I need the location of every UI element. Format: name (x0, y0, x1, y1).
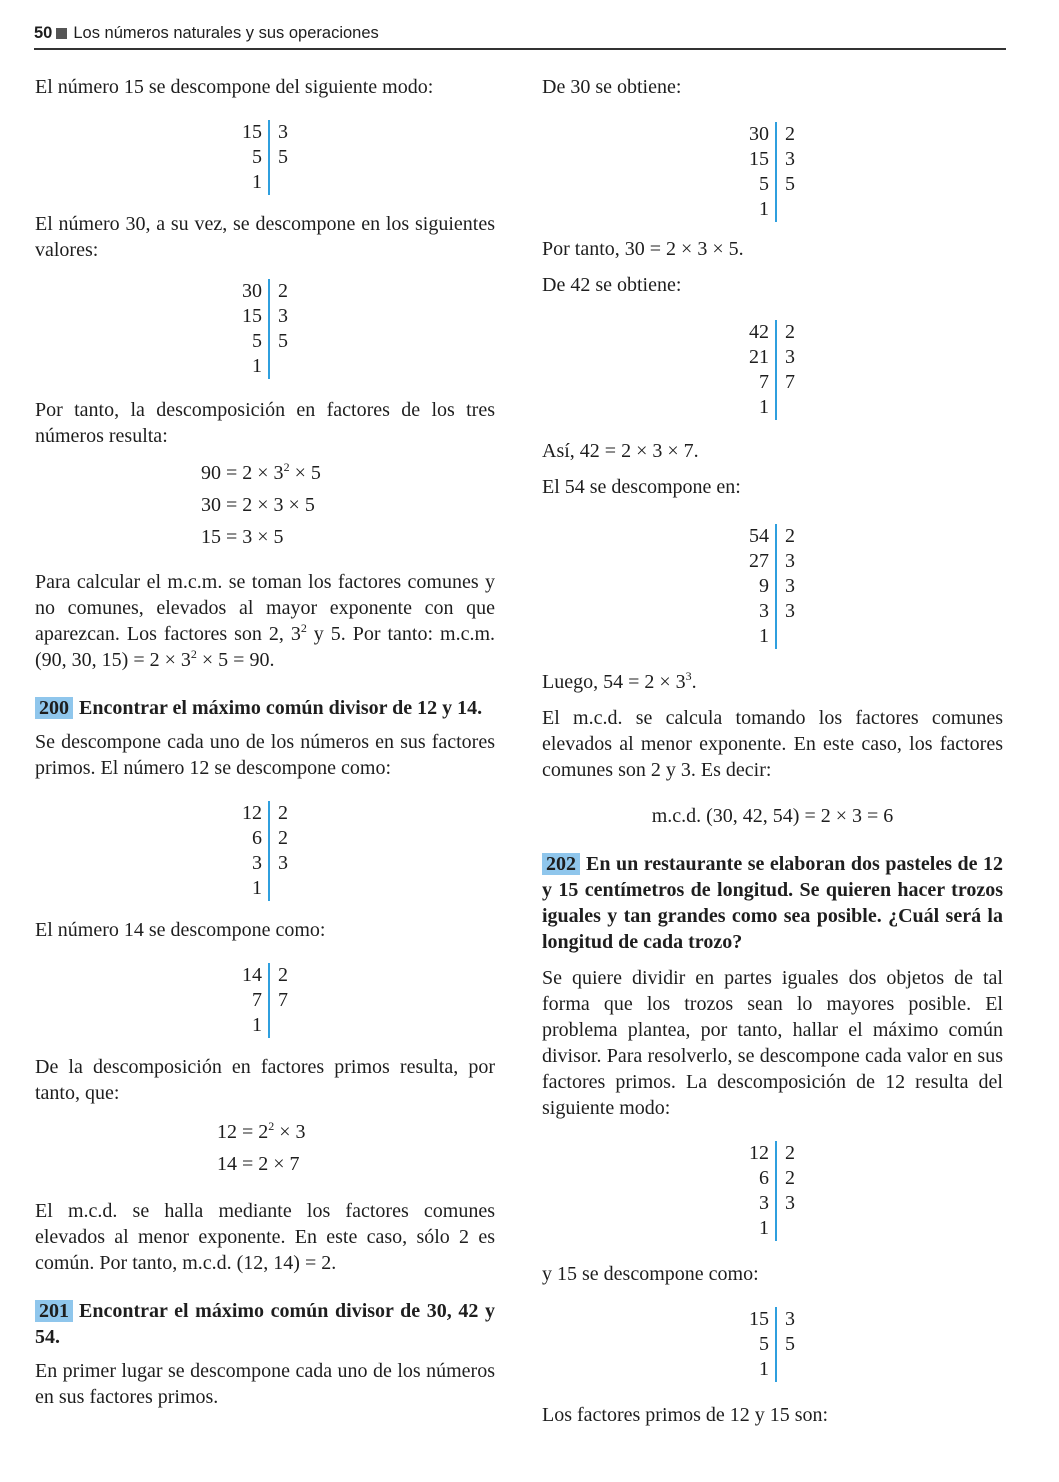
header-rule (34, 48, 1006, 50)
problem-number: 200 (35, 697, 73, 719)
division-table-30 (741, 122, 815, 222)
paragraph: y 15 se descompone como: (542, 1263, 759, 1285)
factor (270, 1013, 308, 1038)
paragraph: De 42 se obtiene: (542, 274, 682, 296)
factor: 2 (278, 964, 288, 986)
dividend: 1 (741, 395, 777, 420)
dividend: 1 (234, 354, 270, 379)
paragraph: El número 14 se descompone como: (35, 919, 326, 941)
equation-rhs: = 3 × 5 (226, 526, 284, 548)
equation (211, 1148, 495, 1180)
factor: 3 (785, 1192, 795, 1214)
factor: 3 (785, 600, 795, 622)
factor: 7 (278, 989, 288, 1011)
dividend: 5 (234, 145, 270, 170)
factor (270, 354, 308, 379)
exponent: 2 (300, 621, 307, 635)
dividend: 6 (234, 826, 270, 851)
paragraph: El 54 se descompone en: (542, 476, 741, 498)
dividend: 5 (741, 1332, 777, 1357)
paragraph: De 30 se obtiene: (542, 76, 682, 98)
factor (777, 1357, 815, 1382)
problem-201-heading (35, 1298, 495, 1350)
factor: 2 (785, 1167, 795, 1189)
text: Para calcular el m.c.m. se toman los factores comunes y no comunes, elevados al mayor exponente con que aparezcan. Los factores son 2, 3 (35, 571, 495, 645)
exponent: 3 (685, 669, 692, 683)
factor: 2 (785, 525, 795, 547)
exponent: 2 (190, 647, 197, 661)
problem-number: 202 (542, 853, 580, 875)
division-table-42 (741, 320, 815, 420)
exponent: 2 (268, 1119, 275, 1133)
page-number: 50 (34, 24, 53, 42)
equation (195, 457, 495, 489)
division-table-14 (234, 963, 308, 1038)
problem-200-heading (35, 695, 495, 721)
factor: 3 (785, 575, 795, 597)
text: Luego, 54 = 2 × 3 (542, 671, 686, 693)
factor: 7 (785, 371, 795, 393)
factor: 5 (278, 330, 288, 352)
paragraph: Así, 42 = 2 × 3 × 7. (542, 440, 699, 462)
mcd-equation: m.c.d. (30, 42, 54) = 2 × 3 = 6 (651, 805, 894, 827)
paragraph: Se quiere dividir en partes iguales dos objetos de tal forma que los trozos sean lo mayores posible. El problema plantea, por tanto, hallar el máximo común divisor. Para resolverlo, se descompone cada valor en sus factores primos. La descomposición de 12 resulta del siguiente modo: (542, 967, 1003, 1119)
dividend: 1 (234, 876, 270, 901)
dividend: 1 (741, 197, 777, 222)
equation-lhs: 14 (217, 1153, 237, 1175)
paragraph: Se descompone cada uno de los números en sus factores primos. El número 12 se descompone como: (35, 731, 495, 779)
dividend: 6 (741, 1166, 777, 1191)
problem-number: 201 (35, 1300, 73, 1322)
dividend: 12 (741, 1141, 777, 1166)
equation-lhs: 30 (201, 494, 221, 516)
equation-lhs: 15 (201, 526, 221, 548)
equation (195, 489, 495, 521)
problem-202-heading (542, 851, 1003, 955)
factor: 2 (278, 280, 288, 302)
dividend: 15 (741, 1307, 777, 1332)
running-header (34, 24, 379, 43)
dividend: 12 (234, 801, 270, 826)
division-table-54 (741, 524, 815, 649)
division-table-15 (234, 120, 308, 195)
factor: 3 (785, 1308, 795, 1330)
factor: 3 (785, 346, 795, 368)
equation-rhs: × 3 (274, 1121, 306, 1143)
factor: 2 (785, 321, 795, 343)
dividend: 3 (234, 851, 270, 876)
factor (270, 170, 308, 195)
chapter-title: Los números naturales y sus operaciones (73, 24, 379, 42)
equation-lhs: 12 (217, 1121, 237, 1143)
factor (777, 197, 815, 222)
dividend: 9 (741, 574, 777, 599)
problem-statement: Encontrar el máximo común divisor de 12 y 14. (79, 697, 483, 719)
dividend: 5 (741, 172, 777, 197)
dividend: 1 (234, 1013, 270, 1038)
equation-rhs: = 2 × 3 (226, 462, 284, 484)
paragraph: Por tanto, 30 = 2 × 3 × 5. (542, 238, 744, 260)
factor (777, 1216, 815, 1241)
factor (270, 876, 308, 901)
dividend: 3 (741, 1191, 777, 1216)
problem-statement: En un restaurante se elaboran dos pasteles de 12 y 15 centímetros de longitud. Se quieren hacer trozos iguales y tan grandes como sea posible. ¿Cuál será la longitud de cada trozo? (542, 853, 1003, 953)
square-bullet-icon (56, 28, 67, 39)
dividend: 15 (234, 120, 270, 145)
dividend: 21 (741, 345, 777, 370)
factor (777, 624, 815, 649)
equation-rhs: = 2 (242, 1121, 269, 1143)
exponent: 2 (283, 460, 290, 474)
factor: 2 (278, 802, 288, 824)
factor: 2 (785, 1142, 795, 1164)
text: . (691, 671, 697, 693)
dividend: 5 (234, 329, 270, 354)
paragraph: Por tanto, la descomposición en factores de los tres números resulta: (35, 399, 495, 447)
dividend: 15 (234, 304, 270, 329)
dividend: 30 (741, 122, 777, 147)
equation-rhs: × 5 (289, 462, 321, 484)
division-table-12 (741, 1141, 815, 1241)
factor: 5 (278, 146, 288, 168)
factor: 3 (278, 852, 288, 874)
factor: 3 (785, 550, 795, 572)
left-column (35, 74, 495, 1410)
paragraph: El m.c.d. se calcula tomando los factores comunes elevados al menor exponente. En este caso, los factores comunes son 2 y 3. Es decir: (542, 707, 1003, 781)
paragraph: El m.c.d. se halla mediante los factores comunes elevados al menor exponente. En este caso, sólo 2 es común. Por tanto, m.c.d. (12, 14) = 2. (35, 1200, 495, 1274)
dividend: 7 (234, 988, 270, 1013)
paragraph: De la descomposición en factores primos resulta, por tanto, que: (35, 1056, 495, 1104)
paragraph: El número 30, a su vez, se descompone en los siguientes valores: (35, 213, 495, 261)
factor: 3 (785, 148, 795, 170)
text: × 5 = 90. (196, 649, 275, 671)
factor: 2 (785, 123, 795, 145)
factor: 5 (785, 173, 795, 195)
division-table-15 (741, 1307, 815, 1382)
factor: 3 (278, 121, 288, 143)
paragraph: En primer lugar se descompone cada uno de los números en sus factores primos. (35, 1360, 495, 1408)
dividend: 14 (234, 963, 270, 988)
equations-block (211, 1116, 495, 1180)
dividend: 54 (741, 524, 777, 549)
dividend: 1 (741, 1357, 777, 1382)
factor: 2 (278, 827, 288, 849)
equation (211, 1116, 495, 1148)
division-table-12 (234, 801, 308, 901)
paragraph: Los factores primos de 12 y 15 son: (542, 1404, 829, 1426)
dividend: 7 (741, 370, 777, 395)
factor: 3 (278, 305, 288, 327)
equations-block (195, 457, 495, 553)
dividend: 1 (234, 170, 270, 195)
problem-statement: Encontrar el máximo común divisor de 30, 42 y 54. (35, 1300, 495, 1348)
paragraph (35, 569, 495, 673)
right-column (542, 74, 1003, 1428)
dividend: 42 (741, 320, 777, 345)
dividend: 3 (741, 599, 777, 624)
dividend: 1 (741, 1216, 777, 1241)
dividend: 1 (741, 624, 777, 649)
division-table-30 (234, 279, 308, 379)
factor: 5 (785, 1333, 795, 1355)
equation-rhs: = 2 × 7 (242, 1153, 300, 1175)
equation-lhs: 90 (201, 462, 221, 484)
text: y 5. Por tanto: m.c.m. (90, 30, 15) = 2 × 3 (35, 623, 496, 671)
paragraph (542, 669, 1003, 695)
factor (777, 395, 815, 420)
dividend: 27 (741, 549, 777, 574)
dividend: 15 (741, 147, 777, 172)
dividend: 30 (234, 279, 270, 304)
equation (195, 521, 495, 553)
paragraph: El número 15 se descompone del siguiente modo: (35, 76, 434, 98)
equation-rhs: = 2 × 3 × 5 (226, 494, 315, 516)
